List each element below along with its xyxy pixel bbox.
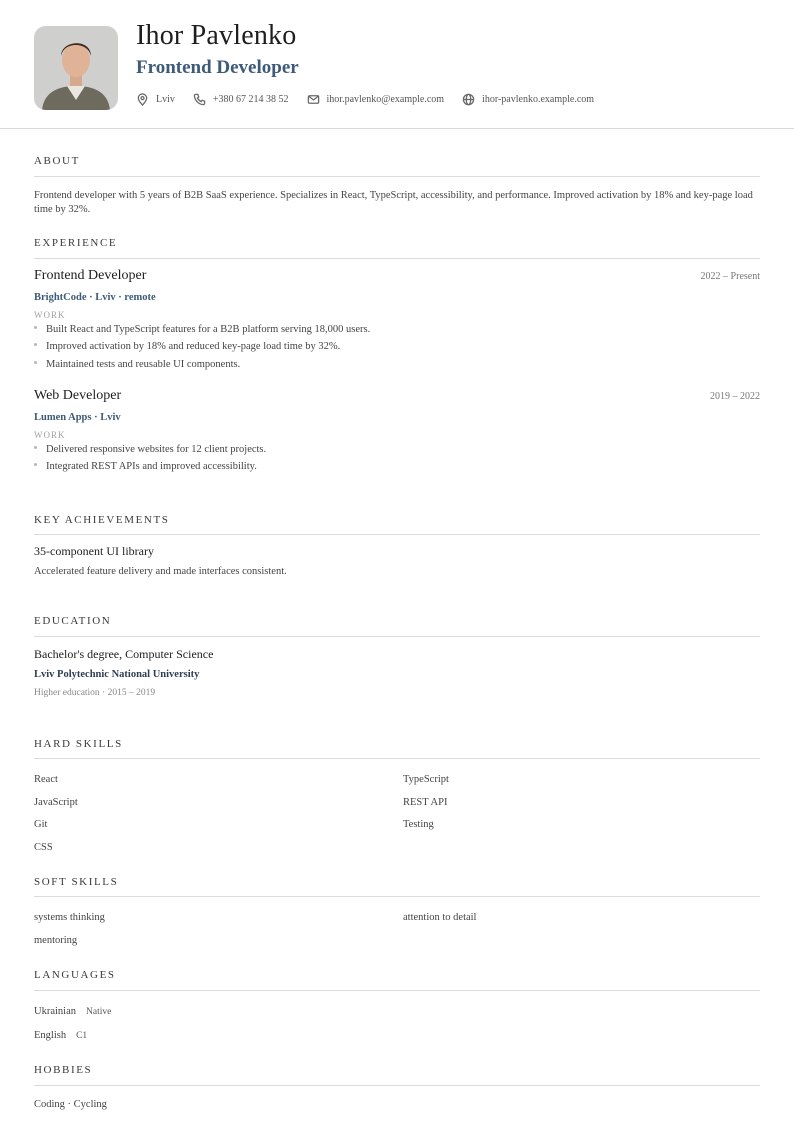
job-bullet: Improved activation by 18% and reduced key-page load time by 32%. — [34, 341, 340, 352]
section-title-soft-skills: SOFT SKILLS — [34, 876, 119, 888]
phone-text: +380 67 214 38 52 — [212, 94, 289, 105]
location-pin-icon — [136, 93, 149, 106]
section-title-about: ABOUT — [34, 155, 80, 167]
job-tag: WORK — [34, 430, 66, 440]
job-company: BrightCode · Lviv · remote — [34, 292, 156, 303]
job-dates: 2022 – Present — [700, 271, 760, 282]
job-dates: 2019 – 2022 — [710, 391, 760, 402]
section-title-hobbies: HOBBIES — [34, 1064, 93, 1076]
avatar — [34, 26, 118, 110]
contact-website[interactable] — [462, 93, 594, 106]
language-name: Ukrainian — [34, 1006, 76, 1017]
soft-skill: mentoring — [34, 935, 78, 946]
about-text: Frontend developer with 5 years of B2B SaaS experience. Specializes in React, TypeScript, accessibility, and performance. Improved activation by 18% and key-page load time by 32%. — [34, 190, 753, 215]
email-text: ihor.pavlenko@example.com — [326, 94, 445, 105]
divider — [34, 534, 760, 535]
language-item — [34, 1006, 111, 1017]
candidate-role: Frontend Developer — [136, 57, 299, 78]
section-title-achievements: KEY ACHIEVEMENTS — [34, 514, 170, 526]
hard-skill: CSS — [34, 842, 53, 853]
education-meta: Higher education · 2015 – 2019 — [34, 688, 156, 698]
job-title: Web Developer — [34, 388, 122, 403]
divider — [34, 636, 760, 637]
job-bullet: Integrated REST APIs and improved accessibility. — [34, 461, 257, 472]
hard-skill: React — [34, 774, 58, 785]
globe-icon — [462, 93, 475, 106]
language-item — [34, 1030, 87, 1041]
hobbies-text: Coding · Cycling — [34, 1099, 107, 1110]
divider — [34, 176, 760, 177]
achievement-title: 35-component UI library — [34, 544, 154, 558]
contact-email[interactable] — [307, 93, 445, 106]
language-level: Native — [86, 1007, 112, 1017]
job-title: Frontend Developer — [34, 268, 147, 283]
hard-skill: Testing — [403, 819, 434, 830]
website-text: ihor-pavlenko.example.com — [482, 94, 595, 105]
section-title-education: EDUCATION — [34, 615, 112, 627]
job-bullet: Maintained tests and reusable UI components. — [34, 359, 240, 370]
section-title-experience: EXPERIENCE — [34, 237, 118, 249]
section-title-hard-skills: HARD SKILLS — [34, 738, 123, 750]
job-bullet: Built React and TypeScript features for a B2B platform serving 18,000 users. — [34, 324, 370, 335]
soft-skill: attention to detail — [403, 912, 477, 923]
profile-photo — [34, 26, 118, 110]
job-tag: WORK — [34, 310, 66, 320]
hard-skill: JavaScript — [34, 797, 78, 808]
soft-skill: systems thinking — [34, 912, 105, 923]
divider — [34, 1085, 760, 1086]
achievement-text: Accelerated feature delivery and made interfaces consistent. — [34, 566, 287, 577]
hard-skill: TypeScript — [403, 774, 449, 785]
divider — [34, 990, 760, 991]
job-bullet: Delivered responsive websites for 12 client projects. — [34, 444, 266, 455]
education-school: Lviv Polytechnic National University — [34, 669, 200, 680]
language-level: C1 — [76, 1031, 88, 1041]
contact-phone[interactable] — [193, 93, 289, 106]
hard-skill: Git — [34, 819, 48, 830]
location-text: Lviv — [156, 94, 175, 105]
section-title-languages: LANGUAGES — [34, 969, 116, 981]
language-name: English — [34, 1030, 67, 1041]
hard-skill: REST API — [403, 797, 448, 808]
divider — [34, 896, 760, 897]
education-degree: Bachelor's degree, Computer Science — [34, 647, 214, 661]
contact-location — [136, 93, 175, 106]
mail-icon — [307, 93, 320, 106]
resume-header — [0, 0, 794, 129]
phone-icon — [193, 93, 206, 106]
divider — [34, 258, 760, 259]
contact-row — [136, 93, 612, 106]
job-company: Lumen Apps · Lviv — [34, 412, 121, 423]
divider — [34, 758, 760, 759]
candidate-name: Ihor Pavlenko — [136, 20, 297, 51]
